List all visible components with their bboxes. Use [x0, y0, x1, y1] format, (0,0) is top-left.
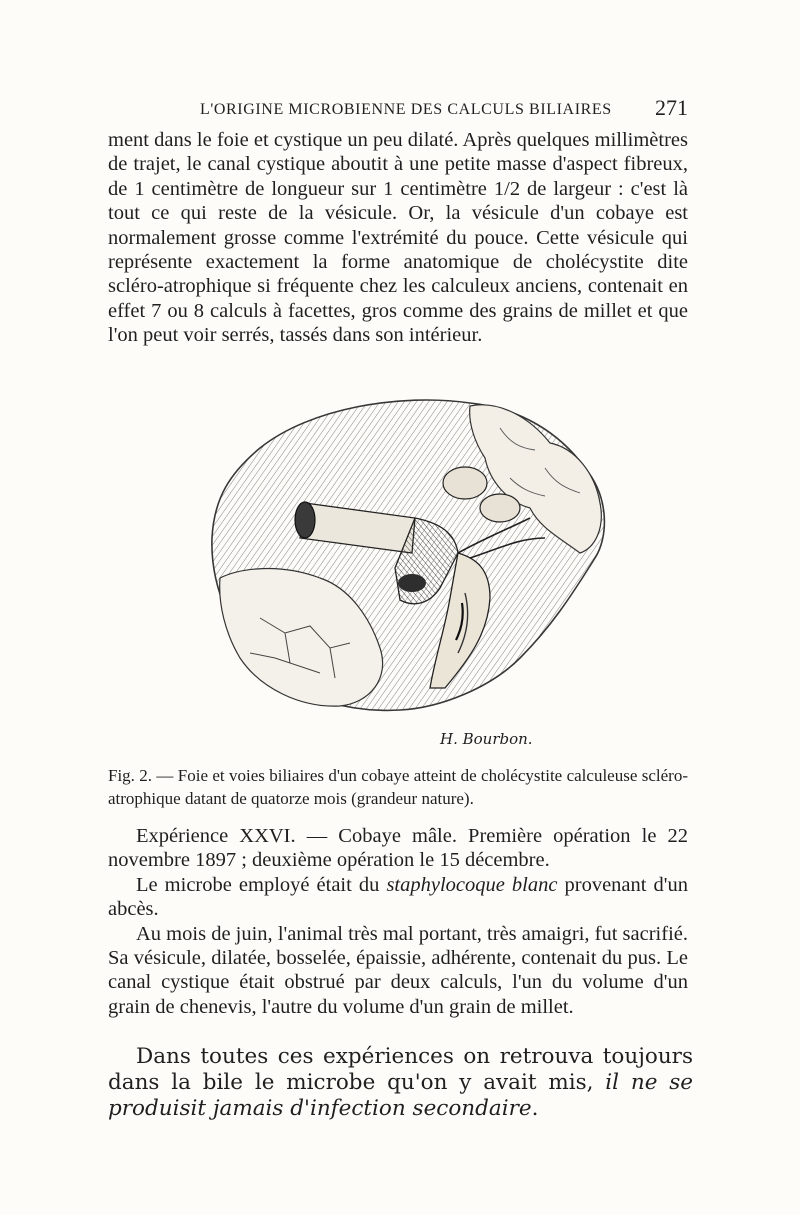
page-number: 271 — [655, 95, 688, 120]
illustrator-signature: H. Bourbon. — [440, 730, 533, 748]
microbe-name: staphylocoque blanc — [386, 873, 558, 896]
conclusion-paragraph — [108, 1044, 693, 1122]
conclusion-emphasis: il ne se produisit jamais d'infection secondaire — [108, 1070, 694, 1121]
outcome-paragraph: Au mois de juin, l'animal très mal portant, très amaigri, fut sacrifié. Sa vésicule, dilatée, bosselée, épaissie, adhérente, contenait du pus. Le canal cystique était obstrué par deux calculs, l'un du volume d'un grain de chenevis, l'autre du volume d'un grain de millet. — [108, 922, 688, 1018]
running-head — [108, 95, 688, 125]
running-title: L'ORIGINE MICROBIENNE DES CALCULS BILIAIRES — [200, 101, 612, 118]
experiment-heading-paragraph: Expérience XXVI. — Cobaye mâle. Première opération le 22 novembre 1897 ; deuxième opération le 15 décembre. — [108, 825, 688, 872]
figure-caption: Fig. 2. — Foie et voies biliaires d'un cobaye atteint de cholécystite calculeuse scléro-atrophique datant de quatorze mois (grandeur nature). — [108, 766, 688, 808]
microbe-paragraph — [108, 873, 688, 922]
liver-illustration — [200, 388, 620, 728]
microbe-text-end: provenant d'un abcès. — [108, 873, 688, 921]
conclusion-text-end: . — [531, 1096, 539, 1121]
microbe-text-start: Le microbe employé était du — [136, 873, 387, 896]
experiment-text — [108, 824, 688, 1019]
paragraph-continuation: ment dans le foie et cystique un peu dilaté. Après quelques millimètres de trajet, le canal cystique aboutit à une petite masse d'aspect fibreux, de 1 centimètre de longueur sur 1 centimètre 1/2 de largeur : c'est là tout ce qui reste de la vésicule. Or, la vésicule d'un cobaye est normalement grosse comme l'extrémité du pouce. Cette vésicule qui représente exactement la forme anatomique de cholécystite dite scléro-atrophique si fréquente chez les calculeux anciens, contenait en effet 7 ou 8 calculs à facettes, gros comme des grains de millet et que l'on peut voir serrés, tassés dans son intérieur. — [108, 129, 688, 347]
conclusion-text-start: Dans toutes ces expériences on retrouva toujours dans la bile le microbe qu'on y avait mis, — [108, 1044, 693, 1095]
